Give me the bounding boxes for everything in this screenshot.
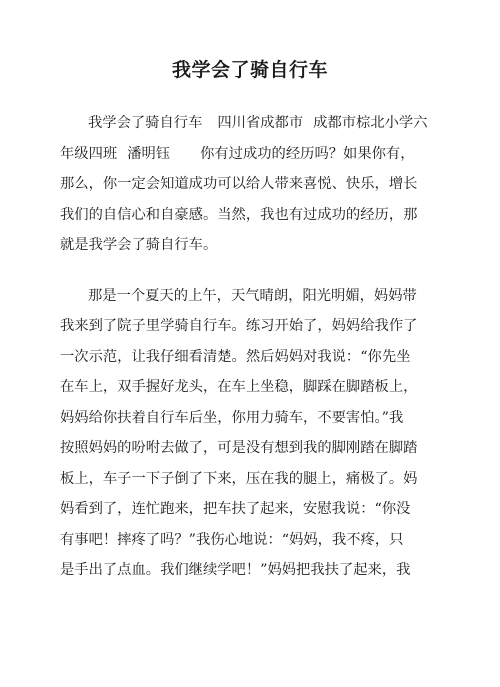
- text-line: 在车上，双手握好龙头，在车上坐稳，脚踩在脚踏板上，: [60, 379, 418, 395]
- text-line: 板上，车子一下子倒了下来，压在我的腿上，痛极了。妈: [60, 470, 418, 487]
- text-line: 按照妈妈的吩咐去做了，可是没有想到我的脚刚踏在脚踏: [60, 440, 418, 456]
- school: 成都市棕北小学六: [313, 115, 428, 131]
- author-class: 年级四班: [60, 145, 118, 162]
- text-line: [60, 108, 428, 139]
- text-line: 一次示范，让我仔细看清楚。然后妈妈对我说：“你先坐: [60, 348, 411, 365]
- document-title: 我学会了骑自行车: [171, 59, 328, 81]
- paragraph-1: [60, 108, 428, 261]
- text-line: 有事吧！摔疼了吗？”我伤心地说：“妈妈，我不疼，只: [60, 531, 404, 548]
- text-content: 那是一个夏天的上午，天气晴朗，阳光明媚，妈妈带: [88, 287, 417, 304]
- text-line: 就是我学会了骑自行车。: [60, 237, 218, 253]
- author-name: 潘明钰: [127, 145, 171, 162]
- essay-title-inline: 我学会了骑自行车: [88, 115, 203, 131]
- paragraph-gap: [60, 261, 410, 281]
- text-line: 是手出了点血。我们继续学吧！”妈妈把我扶了起来，我: [60, 562, 411, 578]
- paragraph-2: [60, 281, 418, 586]
- text-line: 妈看到了，连忙跑来，把车扶了起来，安慰我说：“你没: [60, 501, 411, 517]
- text-line: 妈妈给你扶着自行车后坐，你用力骑车，不要害怕。”我: [60, 409, 404, 426]
- text-line: 我们的自信心和自豪感。当然，我也有过成功的经历，那: [60, 206, 418, 223]
- document-body: [60, 108, 428, 586]
- text-line: [60, 281, 417, 312]
- text-line: 我来到了院子里学骑自行车。练习开始了，妈妈给我作了: [60, 318, 418, 334]
- text-line: [60, 139, 415, 170]
- location: 四川省成都市: [217, 115, 304, 131]
- text-content: 你有过成功的经历吗？如果你有，: [200, 145, 415, 162]
- text-line: 那么，你一定会知道成功可以给人带来喜悦、快乐，增长: [60, 176, 418, 192]
